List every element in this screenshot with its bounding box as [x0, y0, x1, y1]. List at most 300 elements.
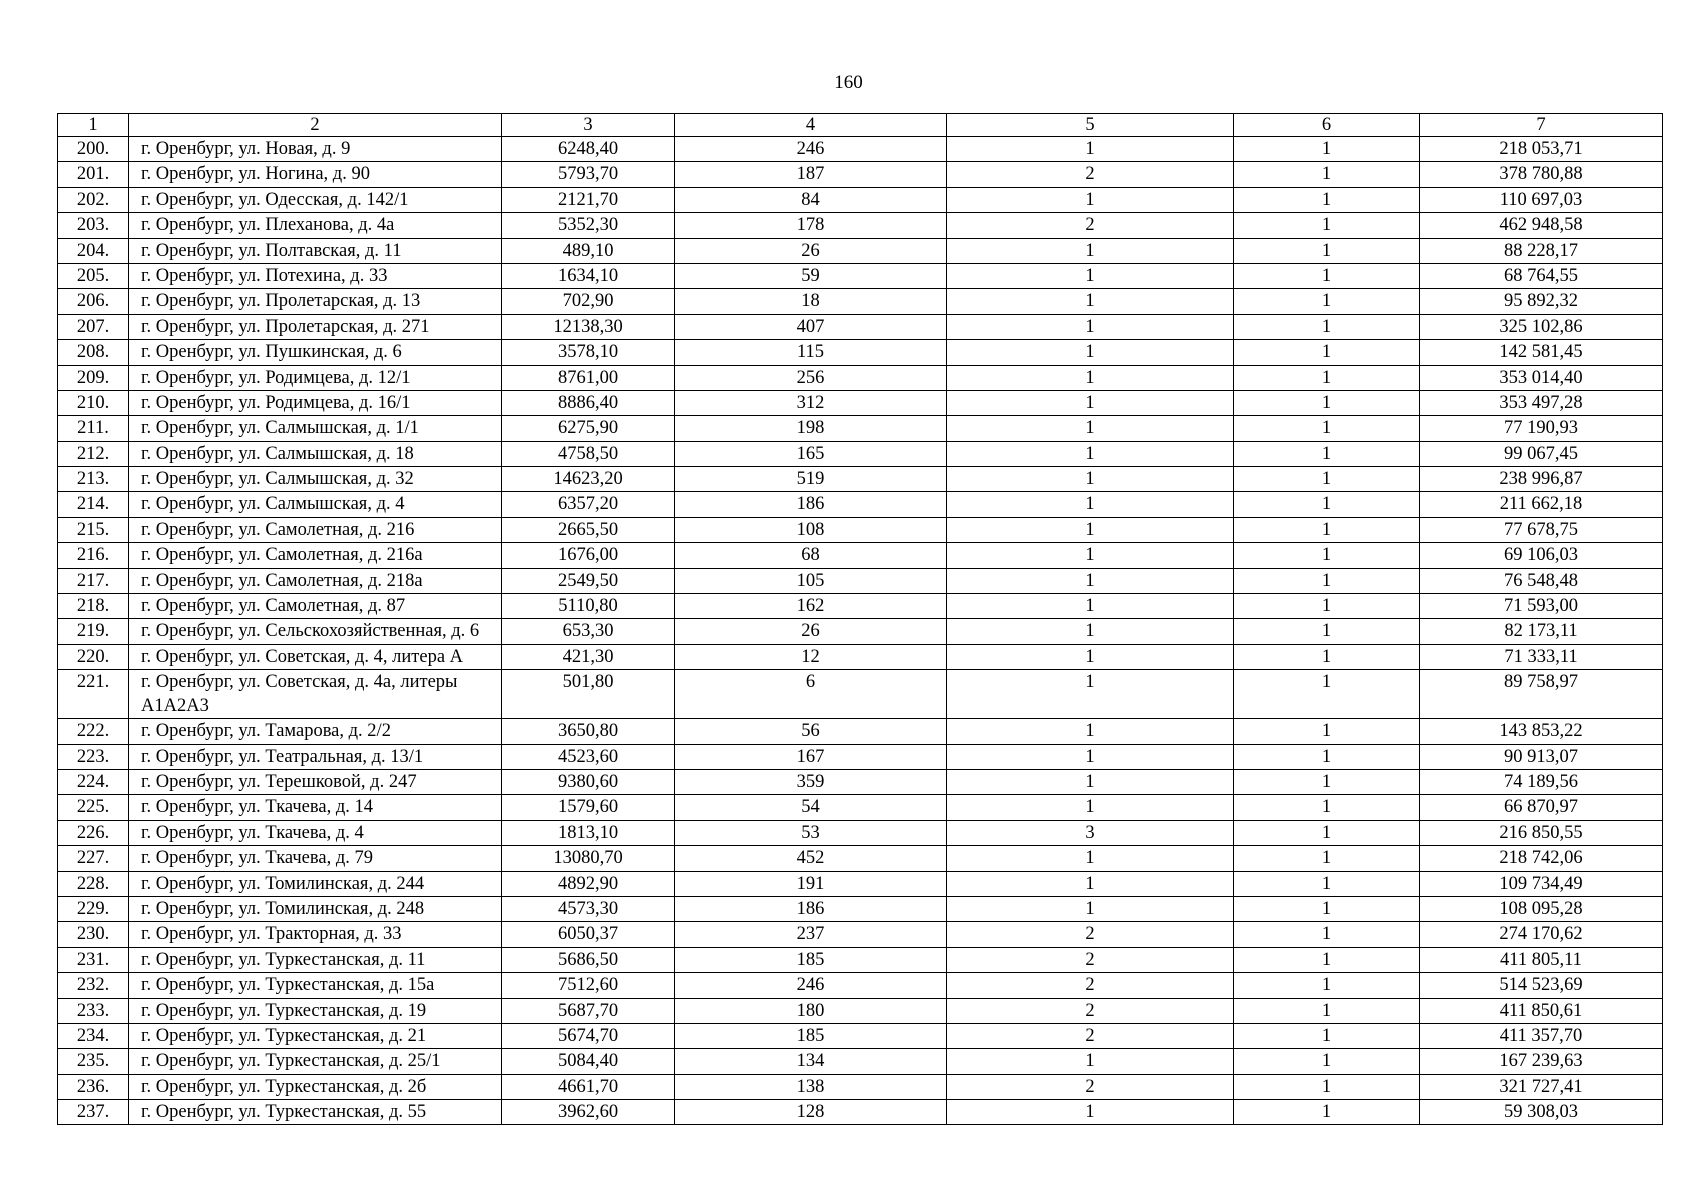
table-row — [58, 187, 1663, 212]
column-6-value: 1 — [1234, 568, 1420, 593]
column-6-value: 1 — [1234, 517, 1420, 542]
total-area: 1634,10 — [502, 263, 675, 288]
address: г. Оренбург, ул. Туркестанская, д. 21 — [129, 1023, 502, 1048]
column-6-value: 1 — [1234, 340, 1420, 365]
table-row — [58, 238, 1663, 263]
row-number: 212. — [58, 441, 129, 466]
total-area: 4523,60 — [502, 744, 675, 769]
table-row — [58, 365, 1663, 390]
row-number: 209. — [58, 365, 129, 390]
table-row — [58, 922, 1663, 947]
table-row — [58, 517, 1663, 542]
residents: 191 — [675, 871, 947, 896]
total-area: 6357,20 — [502, 492, 675, 517]
total-area: 2549,50 — [502, 568, 675, 593]
cost: 411 357,70 — [1420, 1023, 1663, 1048]
cost: 353 497,28 — [1420, 390, 1663, 415]
residents: 134 — [675, 1049, 947, 1074]
table-row — [58, 1074, 1663, 1099]
cost: 88 228,17 — [1420, 238, 1663, 263]
column-5-value: 1 — [947, 289, 1234, 314]
address: г. Оренбург, ул. Томилинская, д. 244 — [129, 871, 502, 896]
row-number: 226. — [58, 820, 129, 845]
total-area: 3962,60 — [502, 1100, 675, 1125]
address: г. Оренбург, ул. Пролетарская, д. 271 — [129, 314, 502, 339]
residents: 54 — [675, 795, 947, 820]
residents: 185 — [675, 1023, 947, 1048]
row-number: 217. — [58, 568, 129, 593]
table-row — [58, 820, 1663, 845]
residents: 167 — [675, 744, 947, 769]
address: г. Оренбург, ул. Ткачева, д. 79 — [129, 846, 502, 871]
residents: 186 — [675, 896, 947, 921]
column-6-value: 1 — [1234, 670, 1420, 719]
total-area: 6248,40 — [502, 137, 675, 162]
column-5-value: 1 — [947, 238, 1234, 263]
table-row — [58, 594, 1663, 619]
address: г. Оренбург, ул. Салмышская, д. 1/1 — [129, 416, 502, 441]
address: г. Оренбург, ул. Томилинская, д. 248 — [129, 896, 502, 921]
column-5-value: 1 — [947, 871, 1234, 896]
total-area: 8761,00 — [502, 365, 675, 390]
column-6-value: 1 — [1234, 238, 1420, 263]
column-5-value: 2 — [947, 1074, 1234, 1099]
residents: 84 — [675, 187, 947, 212]
table-row — [58, 644, 1663, 669]
address: г. Оренбург, ул. Самолетная, д. 216 — [129, 517, 502, 542]
table-row — [58, 441, 1663, 466]
column-6-value: 1 — [1234, 263, 1420, 288]
address: г. Оренбург, ул. Советская, д. 4а, литеры А1А2А3 — [129, 670, 502, 719]
row-number: 223. — [58, 744, 129, 769]
row-number: 201. — [58, 162, 129, 187]
residents: 185 — [675, 947, 947, 972]
column-5-value: 1 — [947, 390, 1234, 415]
total-area: 501,80 — [502, 670, 675, 719]
column-5-value: 1 — [947, 467, 1234, 492]
column-5-value: 1 — [947, 441, 1234, 466]
column-6-value: 1 — [1234, 162, 1420, 187]
column-6-value: 1 — [1234, 922, 1420, 947]
table-row — [58, 795, 1663, 820]
column-6-value: 1 — [1234, 820, 1420, 845]
row-number: 232. — [58, 973, 129, 998]
table-row — [58, 719, 1663, 744]
row-number: 200. — [58, 137, 129, 162]
table-row — [58, 769, 1663, 794]
column-6-value: 1 — [1234, 795, 1420, 820]
row-number: 237. — [58, 1100, 129, 1125]
row-number: 215. — [58, 517, 129, 542]
cost: 411 850,61 — [1420, 998, 1663, 1023]
cost: 68 764,55 — [1420, 263, 1663, 288]
row-number: 211. — [58, 416, 129, 441]
table-row — [58, 390, 1663, 415]
column-6-value: 1 — [1234, 441, 1420, 466]
residents: 246 — [675, 137, 947, 162]
table-row — [58, 162, 1663, 187]
column-5-value: 2 — [947, 998, 1234, 1023]
residents: 18 — [675, 289, 947, 314]
address: г. Оренбург, ул. Тракторная, д. 33 — [129, 922, 502, 947]
total-area: 6275,90 — [502, 416, 675, 441]
total-area: 5674,70 — [502, 1023, 675, 1048]
cost: 238 996,87 — [1420, 467, 1663, 492]
table-row — [58, 568, 1663, 593]
residents: 187 — [675, 162, 947, 187]
column-5-value: 1 — [947, 340, 1234, 365]
column-header: 4 — [675, 114, 947, 137]
row-number: 230. — [58, 922, 129, 947]
cost: 109 734,49 — [1420, 871, 1663, 896]
column-5-value: 2 — [947, 162, 1234, 187]
address: г. Оренбург, ул. Полтавская, д. 11 — [129, 238, 502, 263]
column-5-value: 1 — [947, 670, 1234, 719]
address: г. Оренбург, ул. Советская, д. 4, литера А — [129, 644, 502, 669]
total-area: 1813,10 — [502, 820, 675, 845]
table-row — [58, 416, 1663, 441]
cost: 74 189,56 — [1420, 769, 1663, 794]
total-area: 5686,50 — [502, 947, 675, 972]
table-row — [58, 289, 1663, 314]
total-area: 14623,20 — [502, 467, 675, 492]
cost: 71 333,11 — [1420, 644, 1663, 669]
address: г. Оренбург, ул. Плеханова, д. 4а — [129, 213, 502, 238]
page-number: 160 — [834, 72, 863, 93]
row-number: 224. — [58, 769, 129, 794]
cost: 76 548,48 — [1420, 568, 1663, 593]
total-area: 5352,30 — [502, 213, 675, 238]
table-row — [58, 543, 1663, 568]
residents: 186 — [675, 492, 947, 517]
table-header-row — [58, 114, 1663, 137]
cost: 69 106,03 — [1420, 543, 1663, 568]
total-area: 4573,30 — [502, 896, 675, 921]
residents: 359 — [675, 769, 947, 794]
column-6-value: 1 — [1234, 644, 1420, 669]
total-area: 2121,70 — [502, 187, 675, 212]
total-area: 13080,70 — [502, 846, 675, 871]
column-5-value: 1 — [947, 187, 1234, 212]
column-header: 2 — [129, 114, 502, 137]
row-number: 236. — [58, 1074, 129, 1099]
cost: 77 678,75 — [1420, 517, 1663, 542]
cost: 218 053,71 — [1420, 137, 1663, 162]
total-area: 1579,60 — [502, 795, 675, 820]
row-number: 219. — [58, 619, 129, 644]
address: г. Оренбург, ул. Родимцева, д. 16/1 — [129, 390, 502, 415]
total-area: 3578,10 — [502, 340, 675, 365]
table-row — [58, 619, 1663, 644]
residents: 198 — [675, 416, 947, 441]
cost: 99 067,45 — [1420, 441, 1663, 466]
column-5-value: 1 — [947, 1100, 1234, 1125]
cost: 411 805,11 — [1420, 947, 1663, 972]
table-row — [58, 137, 1663, 162]
column-6-value: 1 — [1234, 467, 1420, 492]
row-number: 205. — [58, 263, 129, 288]
residents: 162 — [675, 594, 947, 619]
column-5-value: 1 — [947, 517, 1234, 542]
column-5-value: 1 — [947, 769, 1234, 794]
column-6-value: 1 — [1234, 871, 1420, 896]
table-row — [58, 340, 1663, 365]
cost: 82 173,11 — [1420, 619, 1663, 644]
total-area: 4661,70 — [502, 1074, 675, 1099]
column-header: 5 — [947, 114, 1234, 137]
cost: 143 853,22 — [1420, 719, 1663, 744]
total-area: 5110,80 — [502, 594, 675, 619]
column-6-value: 1 — [1234, 896, 1420, 921]
cost: 77 190,93 — [1420, 416, 1663, 441]
table-row — [58, 1049, 1663, 1074]
cost: 167 239,63 — [1420, 1049, 1663, 1074]
total-area: 3650,80 — [502, 719, 675, 744]
table-row — [58, 492, 1663, 517]
row-number: 228. — [58, 871, 129, 896]
column-6-value: 1 — [1234, 1074, 1420, 1099]
residents: 68 — [675, 543, 947, 568]
table-row — [58, 1100, 1663, 1125]
residents: 26 — [675, 619, 947, 644]
cost: 95 892,32 — [1420, 289, 1663, 314]
column-5-value: 2 — [947, 947, 1234, 972]
table-row — [58, 896, 1663, 921]
residents: 53 — [675, 820, 947, 845]
column-6-value: 1 — [1234, 719, 1420, 744]
residents: 59 — [675, 263, 947, 288]
column-6-value: 1 — [1234, 314, 1420, 339]
column-5-value: 1 — [947, 568, 1234, 593]
row-number: 207. — [58, 314, 129, 339]
residents: 128 — [675, 1100, 947, 1125]
cost: 274 170,62 — [1420, 922, 1663, 947]
cost: 108 095,28 — [1420, 896, 1663, 921]
total-area: 5084,40 — [502, 1049, 675, 1074]
address: г. Оренбург, ул. Пролетарская, д. 13 — [129, 289, 502, 314]
cost: 71 593,00 — [1420, 594, 1663, 619]
cost: 211 662,18 — [1420, 492, 1663, 517]
address: г. Оренбург, ул. Туркестанская, д. 19 — [129, 998, 502, 1023]
residents: 519 — [675, 467, 947, 492]
row-number: 227. — [58, 846, 129, 871]
address: г. Оренбург, ул. Самолетная, д. 87 — [129, 594, 502, 619]
address: г. Оренбург, ул. Салмышская, д. 32 — [129, 467, 502, 492]
column-5-value: 3 — [947, 820, 1234, 845]
total-area: 9380,60 — [502, 769, 675, 794]
column-6-value: 1 — [1234, 492, 1420, 517]
address: г. Оренбург, ул. Потехина, д. 33 — [129, 263, 502, 288]
column-5-value: 1 — [947, 416, 1234, 441]
column-5-value: 1 — [947, 137, 1234, 162]
column-6-value: 1 — [1234, 289, 1420, 314]
cost: 59 308,03 — [1420, 1100, 1663, 1125]
column-6-value: 1 — [1234, 1100, 1420, 1125]
column-header: 7 — [1420, 114, 1663, 137]
column-5-value: 1 — [947, 492, 1234, 517]
row-number: 225. — [58, 795, 129, 820]
column-5-value: 1 — [947, 594, 1234, 619]
row-number: 214. — [58, 492, 129, 517]
table-row — [58, 670, 1663, 719]
residents: 407 — [675, 314, 947, 339]
row-number: 210. — [58, 390, 129, 415]
address: г. Оренбург, ул. Туркестанская, д. 25/1 — [129, 1049, 502, 1074]
column-5-value: 1 — [947, 1049, 1234, 1074]
cost: 462 948,58 — [1420, 213, 1663, 238]
column-5-value: 2 — [947, 213, 1234, 238]
column-6-value: 1 — [1234, 947, 1420, 972]
column-5-value: 1 — [947, 896, 1234, 921]
total-area: 702,90 — [502, 289, 675, 314]
residents: 115 — [675, 340, 947, 365]
residents: 178 — [675, 213, 947, 238]
column-6-value: 1 — [1234, 973, 1420, 998]
address: г. Оренбург, ул. Салмышская, д. 4 — [129, 492, 502, 517]
address: г. Оренбург, ул. Салмышская, д. 18 — [129, 441, 502, 466]
address: г. Оренбург, ул. Самолетная, д. 218а — [129, 568, 502, 593]
column-6-value: 1 — [1234, 187, 1420, 212]
row-number: 222. — [58, 719, 129, 744]
column-5-value: 1 — [947, 365, 1234, 390]
table-row — [58, 263, 1663, 288]
address: г. Оренбург, ул. Ткачева, д. 4 — [129, 820, 502, 845]
column-6-value: 1 — [1234, 619, 1420, 644]
residents: 26 — [675, 238, 947, 263]
table-row — [58, 947, 1663, 972]
table-row — [58, 744, 1663, 769]
total-area: 5687,70 — [502, 998, 675, 1023]
address: г. Оренбург, ул. Туркестанская, д. 15а — [129, 973, 502, 998]
column-5-value: 1 — [947, 719, 1234, 744]
residents: 237 — [675, 922, 947, 947]
row-number: 206. — [58, 289, 129, 314]
cost: 90 913,07 — [1420, 744, 1663, 769]
table-row — [58, 1023, 1663, 1048]
total-area: 4892,90 — [502, 871, 675, 896]
total-area: 2665,50 — [502, 517, 675, 542]
row-number: 220. — [58, 644, 129, 669]
column-6-value: 1 — [1234, 846, 1420, 871]
row-number: 218. — [58, 594, 129, 619]
residents: 312 — [675, 390, 947, 415]
column-6-value: 1 — [1234, 998, 1420, 1023]
row-number: 204. — [58, 238, 129, 263]
total-area: 7512,60 — [502, 973, 675, 998]
address: г. Оренбург, ул. Терешковой, д. 247 — [129, 769, 502, 794]
column-5-value: 1 — [947, 619, 1234, 644]
table-row — [58, 998, 1663, 1023]
column-6-value: 1 — [1234, 137, 1420, 162]
address: г. Оренбург, ул. Самолетная, д. 216а — [129, 543, 502, 568]
row-number: 231. — [58, 947, 129, 972]
column-5-value: 2 — [947, 973, 1234, 998]
column-5-value: 1 — [947, 314, 1234, 339]
column-6-value: 1 — [1234, 1049, 1420, 1074]
cost: 353 014,40 — [1420, 365, 1663, 390]
column-5-value: 1 — [947, 543, 1234, 568]
row-number: 229. — [58, 896, 129, 921]
address: г. Оренбург, ул. Пушкинская, д. 6 — [129, 340, 502, 365]
cost: 321 727,41 — [1420, 1074, 1663, 1099]
residents: 165 — [675, 441, 947, 466]
table-row — [58, 973, 1663, 998]
table-body — [58, 137, 1663, 1125]
total-area: 6050,37 — [502, 922, 675, 947]
cost: 218 742,06 — [1420, 846, 1663, 871]
column-5-value: 1 — [947, 644, 1234, 669]
total-area: 8886,40 — [502, 390, 675, 415]
total-area: 4758,50 — [502, 441, 675, 466]
cost: 66 870,97 — [1420, 795, 1663, 820]
total-area: 421,30 — [502, 644, 675, 669]
residents: 6 — [675, 670, 947, 719]
cost: 216 850,55 — [1420, 820, 1663, 845]
table-row — [58, 871, 1663, 896]
residents: 138 — [675, 1074, 947, 1099]
residents: 180 — [675, 998, 947, 1023]
column-6-value: 1 — [1234, 365, 1420, 390]
total-area: 1676,00 — [502, 543, 675, 568]
column-6-value: 1 — [1234, 213, 1420, 238]
address: г. Оренбург, ул. Новая, д. 9 — [129, 137, 502, 162]
housing-table — [57, 113, 1663, 1125]
row-number: 233. — [58, 998, 129, 1023]
row-number: 208. — [58, 340, 129, 365]
address: г. Оренбург, ул. Театральная, д. 13/1 — [129, 744, 502, 769]
column-6-value: 1 — [1234, 769, 1420, 794]
column-5-value: 1 — [947, 846, 1234, 871]
column-6-value: 1 — [1234, 543, 1420, 568]
table-row — [58, 213, 1663, 238]
column-5-value: 1 — [947, 795, 1234, 820]
cost: 142 581,45 — [1420, 340, 1663, 365]
total-area: 5793,70 — [502, 162, 675, 187]
column-header: 6 — [1234, 114, 1420, 137]
address: г. Оренбург, ул. Одесская, д. 142/1 — [129, 187, 502, 212]
row-number: 234. — [58, 1023, 129, 1048]
column-5-value: 1 — [947, 744, 1234, 769]
residents: 452 — [675, 846, 947, 871]
address: г. Оренбург, ул. Тамарова, д. 2/2 — [129, 719, 502, 744]
cost: 378 780,88 — [1420, 162, 1663, 187]
column-6-value: 1 — [1234, 390, 1420, 415]
address: г. Оренбург, ул. Ногина, д. 90 — [129, 162, 502, 187]
address: г. Оренбург, ул. Ткачева, д. 14 — [129, 795, 502, 820]
total-area: 12138,30 — [502, 314, 675, 339]
column-5-value: 2 — [947, 1023, 1234, 1048]
address: г. Оренбург, ул. Родимцева, д. 12/1 — [129, 365, 502, 390]
address: г. Оренбург, ул. Туркестанская, д. 55 — [129, 1100, 502, 1125]
total-area: 489,10 — [502, 238, 675, 263]
total-area: 653,30 — [502, 619, 675, 644]
residents: 12 — [675, 644, 947, 669]
column-6-value: 1 — [1234, 1023, 1420, 1048]
cost: 325 102,86 — [1420, 314, 1663, 339]
row-number: 216. — [58, 543, 129, 568]
cost: 514 523,69 — [1420, 973, 1663, 998]
residents: 256 — [675, 365, 947, 390]
column-6-value: 1 — [1234, 744, 1420, 769]
cost: 89 758,97 — [1420, 670, 1663, 719]
table-row — [58, 314, 1663, 339]
address: г. Оренбург, ул. Туркестанская, д. 11 — [129, 947, 502, 972]
column-header: 3 — [502, 114, 675, 137]
table-row — [58, 846, 1663, 871]
row-number: 203. — [58, 213, 129, 238]
address: г. Оренбург, ул. Сельскохозяйственная, д. 6 — [129, 619, 502, 644]
residents: 246 — [675, 973, 947, 998]
